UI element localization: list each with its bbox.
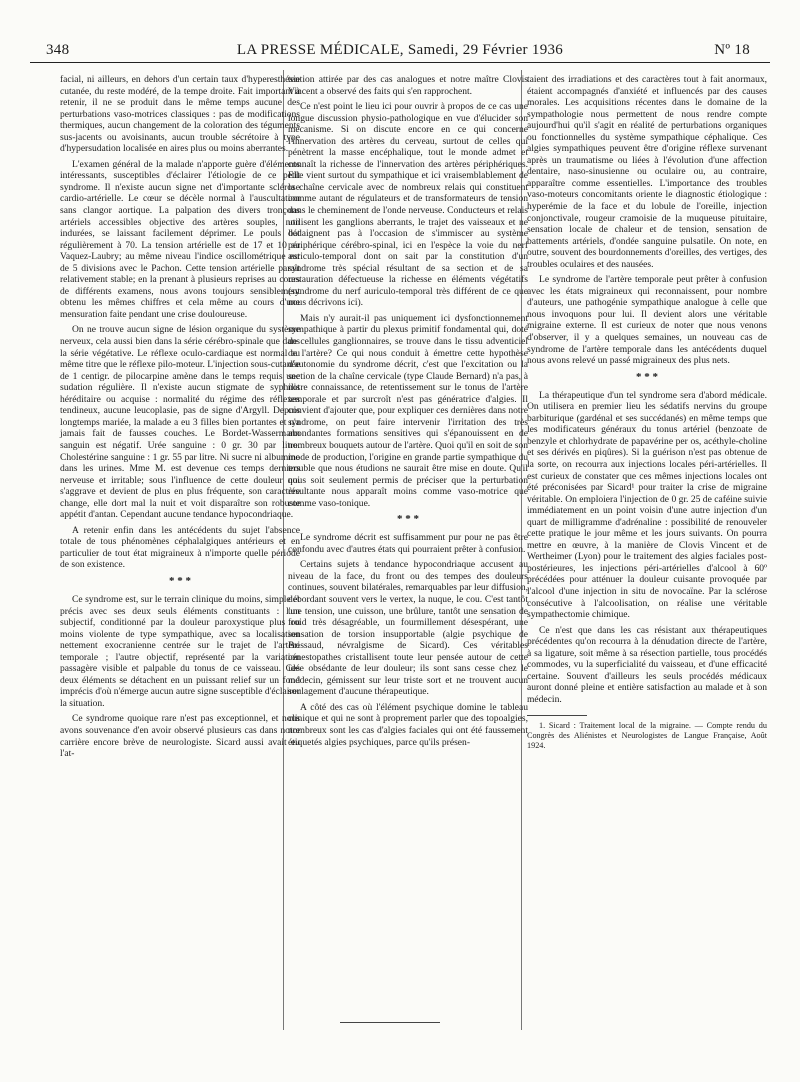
footnote: 1. Sicard : Traitement local de la migraine. — Compte rendu du Congrès des Aliénistes et Neurologistes de Langue Française, Août 1924. [527,721,767,751]
paragraph: Le syndrome de l'artère temporale peut prêter à confusion avec les états migraineux qui reconnaissent, pour nombre d'auteurs, une pathogénie sympathique analogue à celle que nous invoquons pour lui. Il devient alors une véritable migraine externe. Il est curieux de noter que nous venons d'observer, il y a quelques semaines, un nouveau cas de syndrome de l'artère temporale dans les antécédents duquel nous avons relevé un passé migraineux des plus nets. [527,274,767,367]
text-column-2 [288,74,528,752]
paragraph: A côté des cas où l'élément psychique domine le tableau clinique et qui ne sont à proprement parler que des topoalgies, nombreux sont les cas d'algies faciales qui ont été faussement étiquetés algies psychiques, parce qu'ils présen- [288,701,528,748]
text-column-3 [527,74,767,755]
page-number: 348 [46,42,70,58]
section-separator: * * * [169,574,191,587]
paragraph: On ne trouve aucun signe de lésion organique du système nerveux, cela aussi bien dans la série cérébro-spinale que dans la série végétative. Le réflexe oculo-cardiaque est normal au même titre que le réflexe pilo-moteur. L'injection sous-cutanée de 1 centigr. de pilocarpine amène dans le temps requis une sudation régulière. Il n'existe aucun stigmate de syphilis héréditaire ou acquise : normalité du régime des réflexes tendineux, aucune leucoplasie, pas de signe d'Argyll. Depuis longtemps mariée, la malade a eu 3 filles bien portantes et n'a jamais fait de fausses couches. Le Bordet-Wassermann sanguin est négatif. Urée sanguine : 0 gr. 30 par litre. Cholestérine sanguine : 1 gr. 55 par litre. Ni sucre ni albumine dans les urines. Mme M. est devenue ces temps derniers nerveuse et irritable; sous l'influence de cette douleur qui s'aggrave et devient de plus en plus fréquente, son caractère change, elle dort mal la nuit et voit disparaître son robuste appétit d'antan. Cependant aucune tendance hypocondriaque. [60,324,300,521]
paragraph: facial, ni ailleurs, en dehors d'un certain taux d'hyperesthésie cutanée, du reste modéré, de la tempe droite. Fait important à retenir, il ne se produit dans le même temps aucune des perturbations vaso-motrices classiques : pas de modifications thermiques, aucun changement de la coloration des téguments sus-jacents ou avoisinants, aucun trouble sécrétoire à type d'hypersudation localisée en aires plus ou moins aberrantes. [60,74,300,155]
page-header [30,42,770,63]
paragraph: Ce syndrome quoique rare n'est pas exceptionnel, et nous avons souvenance d'en avoir observé plusieurs cas dans notre carrière encore brève de neurologiste. Sicard aussi avait eu l'at- [60,713,300,760]
footnote-separator [527,715,587,716]
paragraph: La thérapeutique d'un tel syndrome sera d'abord médicale. On utilisera en premier lieu les sédatifs nervins du groupe barbiturique (gardénal et ses succédanés) en même temps que les modificateurs généraux du tonus artériel (benzoate de benzyle et chlorhydrate de papavérine per os, acéthyle-choline et ses dérivés en piqûres). Si la guérison n'est pas obtenue de la sorte, on recourra aux injections locales péri-artérielles. Il est curieux de constater que ces mêmes injections locales ont été préconisées par Sicard¹ pour traiter la crise de migraine véritable. On emploiera l'injection de 0 gr. 25 de caféine suivie immédiatement en un point voisin d'une autre injection d'un quart de milligramme d'adrénaline : possibilité de renouveler cette pratique le jour même et les jours suivants. On pourra mettre en œuvre, à la manière de Clovis Vincent et de Wertheimer (Lyon) pour le traitement des algies faciales post-postérieures, les injections péri-artérielles d'alcool à 60º précédées pour atténuer la douleur cuisante provoquée par l'alcool d'une injection in situ de novocaïne. Par la sclérose consécutive à l'alcoolisation, on réalise une véritable sympathectomie chimique. [527,389,767,621]
paragraph: Ce syndrome est, sur le terrain clinique du moins, simple et précis avec ses deux seuls éléments constituants : l'un subjectif, conditionné par la douleur paroxystique plus ou moins violente de type sympathique, avec sa localisation nettement exocranienne centrée sur le trajet de l'artère temporale ; l'autre objectif, représenté par la variation passagère visible et palpable du tonus de ce vaisseau. Ces deux éléments se détachent en un puissant relief sur un fond imprécis d'où n'émerge aucun autre signe susceptible d'éclairer la situation. [60,593,300,709]
paragraph: A retenir enfin dans les antécédents du sujet l'absence totale de tous phénomènes céphalalgiques antérieurs et en particulier de tout état migraineux à n'importe quelle période de son existence. [60,524,300,571]
paragraph: taient des irradiations et des caractères tout à fait anormaux, étaient accompagnés d'anxiété et influencés par des causes morales. Les acquisitions récentes dans le domaine de la sympathologie nous permettent de nous rendre compte aujourd'hui qu'il s'agit en réalité de perturbations organiques ou fonctionnelles du système sympathique céphalique. Ces algies sympathiques peuvent être d'origine réflexe survenant après un traumatisme ou liées à l'évolution d'une affection dentaire, naso-sinusienne ou oculaire ou, au contraire, apparaître comme essentielles. L'importance des troubles vaso-moteurs concomitants oriente le diagnostic étiologique : hyperémie de la face et du lobule de l'oreille, injection conjonctivale, rougeur cramoisie de la muqueuse pituitaire, sensation locale de chaleur et de tension, sensation de battements artériels, d'ondée sanguine pulsatile. On note, en outre, souvent des bourdonnements d'oreilles, des vertiges, des troubles oculaires et des nausées. [527,74,767,270]
issue-number: Nº 18 [714,42,750,58]
section-separator: * * * [636,370,658,383]
paragraph: Ce n'est point le lieu ici pour ouvrir à propos de ce cas une longue discussion physio-pathologique en vue d'élucider son mécanisme. Si on discute encore en ce qui concerne l'innervation des artères du cerveau, surtout de celles qui pénètrent la masse encéphalique, tout le monde admet et connaît la richesse de l'innervation des artères périphériques. Elle vient surtout du sympathique et ici vraisemblablement de la chaîne cervicale avec de nombreux relais qui constituent comme autant de régulateurs et de transformateurs de tension dans le cheminement de l'onde nerveuse. Conducteurs et relais utilisent les ganglions aberrants, le trajet des vaisseaux et ne dédaignent pas à l'occasion de s'immiscer au système périphérique cérébro-spinal, ici en l'espèce la voie du nerf auriculo-temporal dont on sait par la constitution d'un syndrome très spécial résultant de sa section et de sa restauration défectueuse la richesse en éléments végétatifs (syndrome du nerf auriculo-temporal très différent de ce que nous décrivons ici). [288,101,528,309]
journal-title: LA PRESSE MÉDICALE, Samedi, 29 Février 1936 [236,42,564,58]
paragraph: Le syndrome décrit est suffisamment pur pour ne pas être confondu avec d'autres états qui pourraient prêter à confusion. [288,532,528,555]
paragraph: L'examen général de la malade n'apporte guère d'éléments intéressants, susceptibles d'éclairer l'étiologie de ce petit syndrome. Il n'existe aucun signe net d'importante sclérose cardio-artérielle. Le cœur se décèle normal à l'auscultation sans clangor aortique. La palpation des divers tronçons artériels accessibles objective des artères souples, non indurées, se laissant facilement déprimer. Le pouls bat régulièrement à 70. La tension artérielle est de 17 et 10 au Vaquez-Laubry; au même niveau l'indice oscillométrique est de 5 divisions avec le Pachon. Cette tension artérielle paraît relativement stable; en la prenant à plusieurs reprises au cours de différents examens, nous avons toujours sensiblement obtenu les mêmes chiffres et cela même au cours d'une mensuration faite pendant une crise douloureuse. [60,158,300,320]
bottom-rule [340,1022,440,1023]
paragraph: Ce n'est que dans les cas résistant aux thérapeutiques précédentes qu'on recourra à la dénudation directe de l'artère, à sa ligature, soit même à sa résection partielle, tous procédés commodes, vu la superficialité du vaisseau, et d'une efficacité certaine. Souvent d'ailleurs les seuls procédés médicaux auront donné pleine et entière satisfaction au malade et à son médecin. [527,624,767,705]
paragraph: Mais n'y aurait-il pas uniquement ici dysfonctionnement sympathique à partir du plexus primitif fondamental qui, doté de cellules ganglionnaires, se trouve dans le tissu adventiciel de l'artère? Ce qui nous conduit à émettre cette hypothèse d'autonomie du syndrome décrit, c'est que l'excitation ou la section de la chaîne cervicale (type Claude Bernard) n'a pas, à notre connaissance, de retentissement sur le tonus de l'artère temporale et par surcroît n'est pas génératrice d'algies. Il convient d'ajouter que, pour expliquer ces dernières dans notre syndrome, on peut faire intervenir l'irritation des très abondantes formations sensitives qui s'épanouissent en de nombreux bouquets autour de l'artère. Quoi qu'il en soit de son mode de production, l'origine en grande partie sympathique du trouble que nous étudions ne saurait être mise en doute. Qu'il nous soit seulement permis de préciser que la perturbation résultante nous apparaît moins comme vaso-motrice que comme vaso-tonique. [288,312,528,509]
text-column-1 [60,74,300,764]
section-separator: * * * [397,513,419,526]
paragraph: Certains sujets à tendance hypocondriaque accusent au niveau de la face, du front ou des tempes des douleurs continues, souvent bilatérales, remarquables par leur diffusion, débordant souvent vers le vertex, la nuque, le cou. C'est tantôt une tension, une cuisson, une brûlure, tantôt une sensation de froid très désagréable, un fourmillement désespérant, une sensation de torsion insupportable (algie psychique de Brissaud, névralgisme de Sicard). Ces véritables cénestopathes cristallisent toute leur pensée autour de cette idée obsédante de leur douleur; ils sont sans cesse chez le médecin, gémissent sur leur triste sort et ne trouvent aucun soulagement d'aucune thérapeutique. [288,559,528,698]
paragraph: tention attirée par des cas analogues et notre maître Clovis Vincent a observé des faits qui s'en rapprochent. [288,74,528,97]
